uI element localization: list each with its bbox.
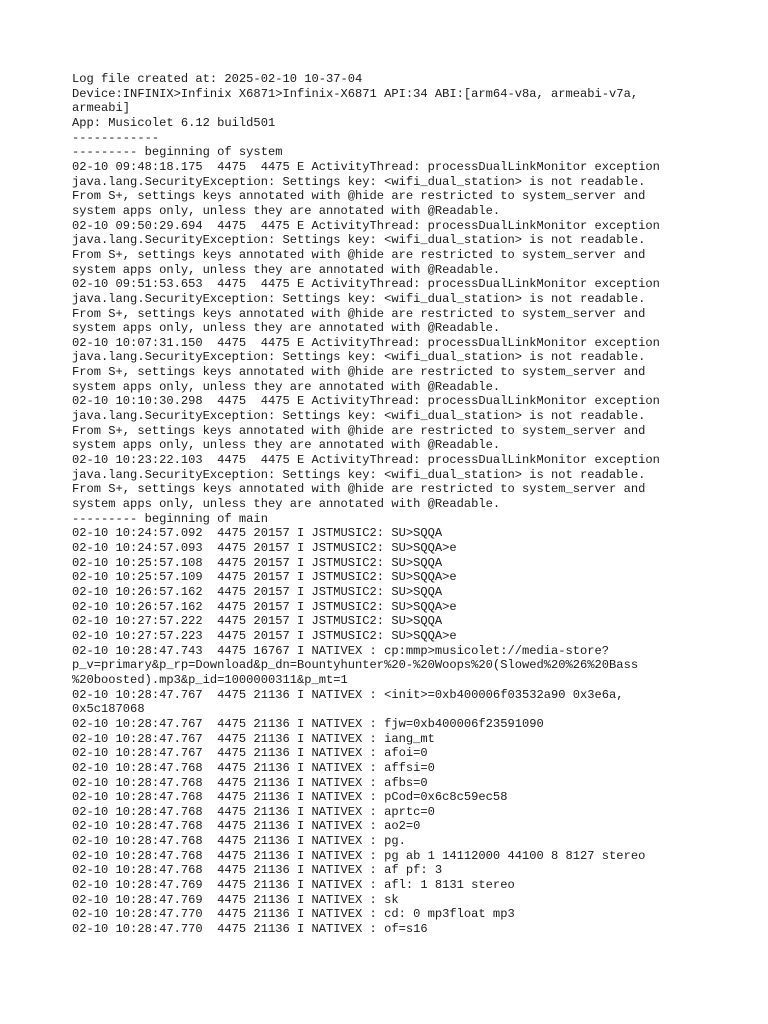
log-line: 02-10 10:28:47.768 4475 21136 I NATIVEX : pCod=0x6c8c59ec58 bbox=[72, 790, 508, 805]
log-line: 02-10 10:25:57.108 4475 20157 I JSTMUSIC2: SU>SQQA bbox=[72, 555, 443, 570]
log-line: --------- beginning of system bbox=[72, 145, 283, 160]
log-line: 02-10 10:23:22.103 4475 4475 E ActivityThread: processDualLinkMonitor exception bbox=[72, 453, 660, 468]
log-line: From S+, settings keys annotated with @hide are restricted to system_server and bbox=[72, 365, 646, 380]
log-line: java.lang.SecurityException: Settings key: <wifi_dual_station> is not readable. bbox=[72, 233, 646, 248]
log-line: system apps only, unless they are annotated with @Readable. bbox=[72, 203, 501, 218]
log-line: 02-10 10:27:57.223 4475 20157 I JSTMUSIC2: SU>SQQA>e bbox=[72, 628, 457, 643]
log-line: 02-10 10:28:47.767 4475 21136 I NATIVEX : iang_mt bbox=[72, 731, 435, 746]
log-line: App: Musicolet 6.12 build501 bbox=[72, 115, 276, 130]
log-line: 02-10 10:28:47.743 4475 16767 I NATIVEX : cp:mmp>musicolet://media-store? bbox=[72, 643, 610, 658]
log-line: java.lang.SecurityException: Settings key: <wifi_dual_station> is not readable. bbox=[72, 291, 646, 306]
log-line: 02-10 09:48:18.175 4475 4475 E ActivityThread: processDualLinkMonitor exception bbox=[72, 159, 660, 174]
log-line: java.lang.SecurityException: Settings key: <wifi_dual_station> is not readable. bbox=[72, 467, 646, 482]
log-line: %20boosted).mp3&p_id=1000000311&p_mt=1 bbox=[72, 672, 348, 687]
log-line: 02-10 09:50:29.694 4475 4475 E ActivityThread: processDualLinkMonitor exception bbox=[72, 218, 660, 233]
log-line: 02-10 10:28:47.767 4475 21136 I NATIVEX : fjw=0xb400006f23591090 bbox=[72, 716, 544, 731]
log-line: system apps only, unless they are annotated with @Readable. bbox=[72, 379, 501, 394]
log-line: 02-10 10:28:47.769 4475 21136 I NATIVEX : sk bbox=[72, 892, 399, 907]
log-line: 02-10 10:26:57.162 4475 20157 I JSTMUSIC2: SU>SQQA bbox=[72, 584, 443, 599]
log-line: 02-10 10:28:47.768 4475 21136 I NATIVEX : affsi=0 bbox=[72, 760, 435, 775]
log-line: --------- beginning of main bbox=[72, 511, 268, 526]
log-line: 02-10 10:27:57.222 4475 20157 I JSTMUSIC2: SU>SQQA bbox=[72, 614, 443, 629]
log-line: 02-10 10:28:47.770 4475 21136 I NATIVEX : of=s16 bbox=[72, 922, 428, 937]
log-line: 0x5c187068 bbox=[72, 702, 145, 717]
log-line: 02-10 10:28:47.768 4475 21136 I NATIVEX : pg. bbox=[72, 834, 406, 849]
log-document bbox=[72, 72, 692, 937]
log-line: 02-10 10:28:47.768 4475 21136 I NATIVEX : aprtc=0 bbox=[72, 804, 435, 819]
log-line: 02-10 10:28:47.768 4475 21136 I NATIVEX : afbs=0 bbox=[72, 775, 428, 790]
log-line: system apps only, unless they are annotated with @Readable. bbox=[72, 321, 501, 336]
log-line: 02-10 10:28:47.770 4475 21136 I NATIVEX : cd: 0 mp3float mp3 bbox=[72, 907, 515, 922]
log-line: p_v=primary&p_rp=Download&p_dn=Bountyhunter%20-%20Woops%20(Slowed%20%26%20Bass bbox=[72, 658, 639, 673]
log-line: java.lang.SecurityException: Settings key: <wifi_dual_station> is not readable. bbox=[72, 174, 646, 189]
log-line: ------------ bbox=[72, 130, 160, 145]
log-line: From S+, settings keys annotated with @hide are restricted to system_server and bbox=[72, 306, 646, 321]
log-line: system apps only, unless they are annotated with @Readable. bbox=[72, 262, 501, 277]
log-line: 02-10 10:10:30.298 4475 4475 E ActivityThread: processDualLinkMonitor exception bbox=[72, 394, 660, 409]
log-line: 02-10 10:24:57.092 4475 20157 I JSTMUSIC2: SU>SQQA bbox=[72, 526, 443, 541]
log-line: From S+, settings keys annotated with @hide are restricted to system_server and bbox=[72, 423, 646, 438]
log-line: 02-10 10:28:47.768 4475 21136 I NATIVEX : af pf: 3 bbox=[72, 863, 443, 878]
log-line: 02-10 10:26:57.162 4475 20157 I JSTMUSIC2: SU>SQQA>e bbox=[72, 599, 457, 614]
log-line: 02-10 10:28:47.769 4475 21136 I NATIVEX : afl: 1 8131 stereo bbox=[72, 878, 515, 893]
log-line: java.lang.SecurityException: Settings key: <wifi_dual_station> is not readable. bbox=[72, 409, 646, 424]
log-line: java.lang.SecurityException: Settings key: <wifi_dual_station> is not readable. bbox=[72, 350, 646, 365]
log-line: armeabi] bbox=[72, 101, 131, 116]
log-line: 02-10 10:28:47.768 4475 21136 I NATIVEX : ao2=0 bbox=[72, 819, 421, 834]
log-line: Device:INFINIX>Infinix X6871>Infinix-X6871 API:34 ABI:[arm64-v8a, armeabi-v7a, bbox=[72, 86, 639, 101]
log-line: 02-10 10:25:57.109 4475 20157 I JSTMUSIC2: SU>SQQA>e bbox=[72, 570, 457, 585]
log-line: 02-10 10:28:47.767 4475 21136 I NATIVEX : <init>=0xb400006f03532a90 0x3e6a, bbox=[72, 687, 624, 702]
log-line: 02-10 09:51:53.653 4475 4475 E ActivityThread: processDualLinkMonitor exception bbox=[72, 277, 660, 292]
log-line: 02-10 10:28:47.767 4475 21136 I NATIVEX : afoi=0 bbox=[72, 746, 428, 761]
log-line: From S+, settings keys annotated with @hide are restricted to system_server and bbox=[72, 247, 646, 262]
log-line: 02-10 10:28:47.768 4475 21136 I NATIVEX : pg ab 1 14112000 44100 8 8127 stereo bbox=[72, 848, 646, 863]
log-line: From S+, settings keys annotated with @hide are restricted to system_server and bbox=[72, 189, 646, 204]
log-line: From S+, settings keys annotated with @hide are restricted to system_server and bbox=[72, 482, 646, 497]
log-line: 02-10 10:07:31.150 4475 4475 E ActivityThread: processDualLinkMonitor exception bbox=[72, 335, 660, 350]
log-line: 02-10 10:24:57.093 4475 20157 I JSTMUSIC2: SU>SQQA>e bbox=[72, 541, 457, 555]
log-line: Log file created at: 2025-02-10 10-37-04 bbox=[72, 72, 363, 86]
log-line: system apps only, unless they are annotated with @Readable. bbox=[72, 438, 501, 453]
log-line: system apps only, unless they are annotated with @Readable. bbox=[72, 497, 501, 512]
